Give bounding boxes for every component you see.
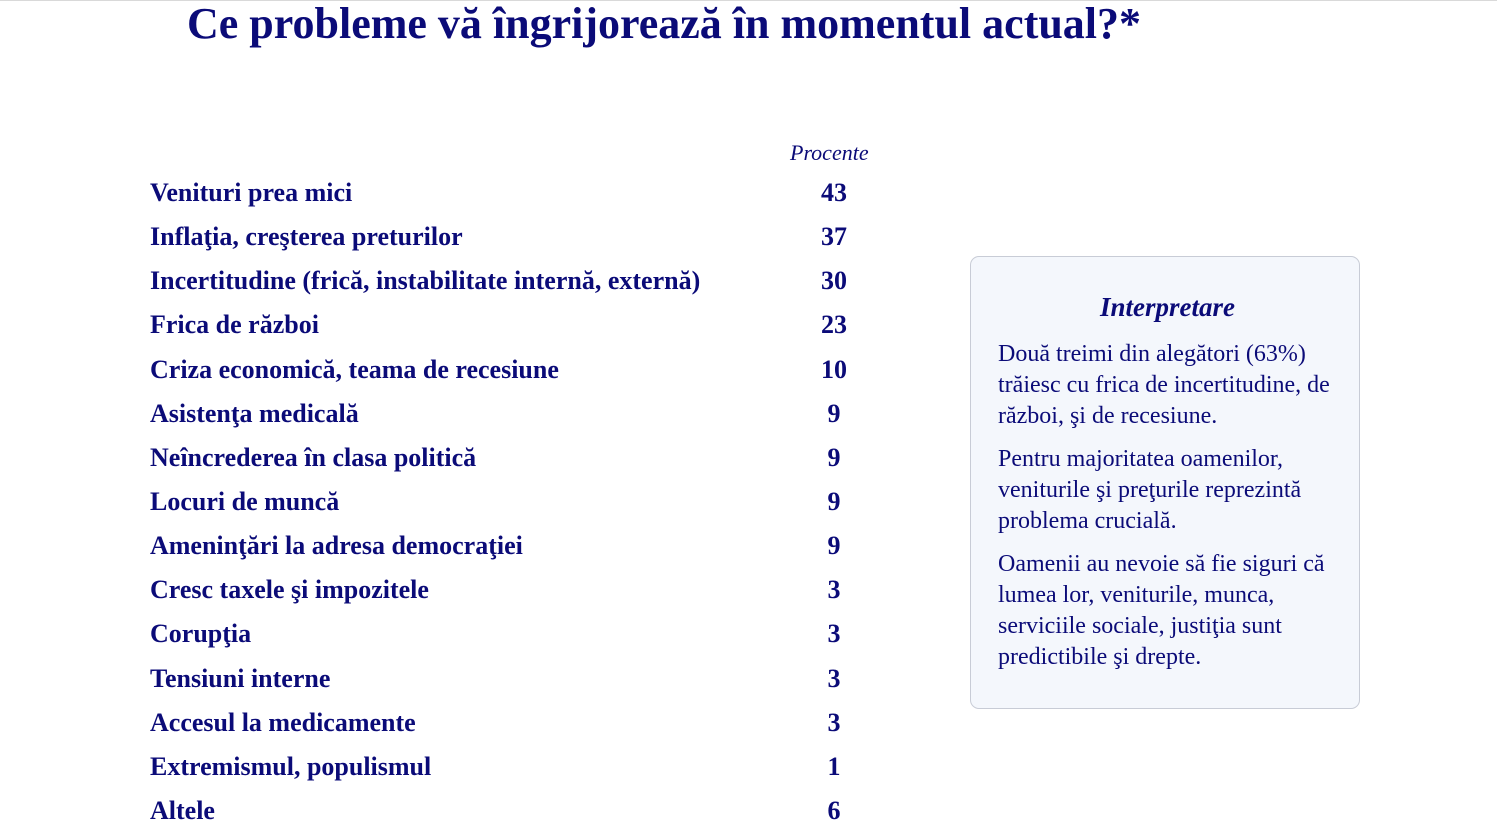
row-label: Accesul la medicamente — [150, 707, 416, 737]
row-value: 3 — [827, 663, 841, 693]
row-value: 9 — [827, 531, 841, 561]
page-title: Ce probleme vă îngrijorează în momentul actual?* — [187, 0, 1142, 48]
row-label: Frica de război — [150, 310, 319, 340]
interpretation-title: Interpretare — [1100, 292, 1235, 322]
row-label: Altele — [150, 795, 215, 825]
row-value: 9 — [827, 398, 841, 428]
row-label: Extremismul, populismul — [150, 751, 432, 781]
row-value: 30 — [821, 266, 847, 296]
interpretation-paragraph: Două treimi din alegători (63%) trăiesc cu frica de incertitudine, de război, şi de recesiune. — [998, 341, 1330, 429]
row-value: 9 — [827, 442, 841, 472]
row-label: Criza economică, teama de recesiune — [150, 354, 559, 384]
row-value: 43 — [821, 178, 847, 207]
table-row — [150, 481, 870, 525]
table-row — [150, 613, 870, 657]
interpretation-paragraph: Pentru majoritatea oamenilor, veniturile şi preţurile reprezintă problema crucială. — [998, 446, 1302, 534]
row-label: Asistenţa medicală — [150, 398, 359, 428]
table-row — [150, 437, 870, 481]
row-value: 3 — [827, 707, 841, 737]
row-label: Inflaţia, creşterea preturilor — [150, 222, 463, 252]
table-row — [150, 349, 870, 393]
row-label: Locuri de muncă — [150, 486, 340, 516]
row-label: Ameninţări la adresa democraţiei — [150, 531, 523, 561]
table-row — [150, 702, 870, 746]
row-value: 10 — [821, 354, 847, 384]
row-value: 23 — [821, 310, 847, 340]
row-value: 6 — [827, 795, 841, 825]
row-value: 37 — [821, 222, 847, 252]
row-value: 3 — [827, 575, 841, 605]
table-row — [150, 790, 870, 834]
column-header-percent: Procente — [790, 140, 869, 165]
table-row — [150, 569, 870, 613]
table-row — [150, 525, 870, 569]
row-label: Tensiuni interne — [150, 663, 331, 693]
table-row — [150, 172, 870, 216]
interpretation-box — [970, 256, 1360, 709]
interpretation-paragraph: Oamenii au nevoie să fie siguri că lumea lor, veniturile, munca, serviciile sociale, justiţia sunt predictibile şi drepte. — [998, 551, 1325, 670]
table-row — [150, 393, 870, 437]
table-row — [150, 746, 870, 790]
survey-table — [150, 172, 870, 834]
row-value: 3 — [827, 619, 841, 649]
table-row — [150, 658, 870, 702]
row-label: Venituri prea mici — [150, 178, 353, 207]
row-label: Corupţia — [150, 619, 252, 649]
row-value: 1 — [827, 751, 841, 781]
row-label: Neîncrederea în clasa politică — [150, 442, 477, 472]
table-row — [150, 216, 870, 260]
row-label: Cresc taxele şi impozitele — [150, 575, 429, 605]
table-row — [150, 304, 870, 348]
row-label: Incertitudine (frică, instabilitate internă, externă) — [150, 266, 701, 296]
table-row — [150, 260, 870, 304]
row-value: 9 — [827, 486, 841, 516]
